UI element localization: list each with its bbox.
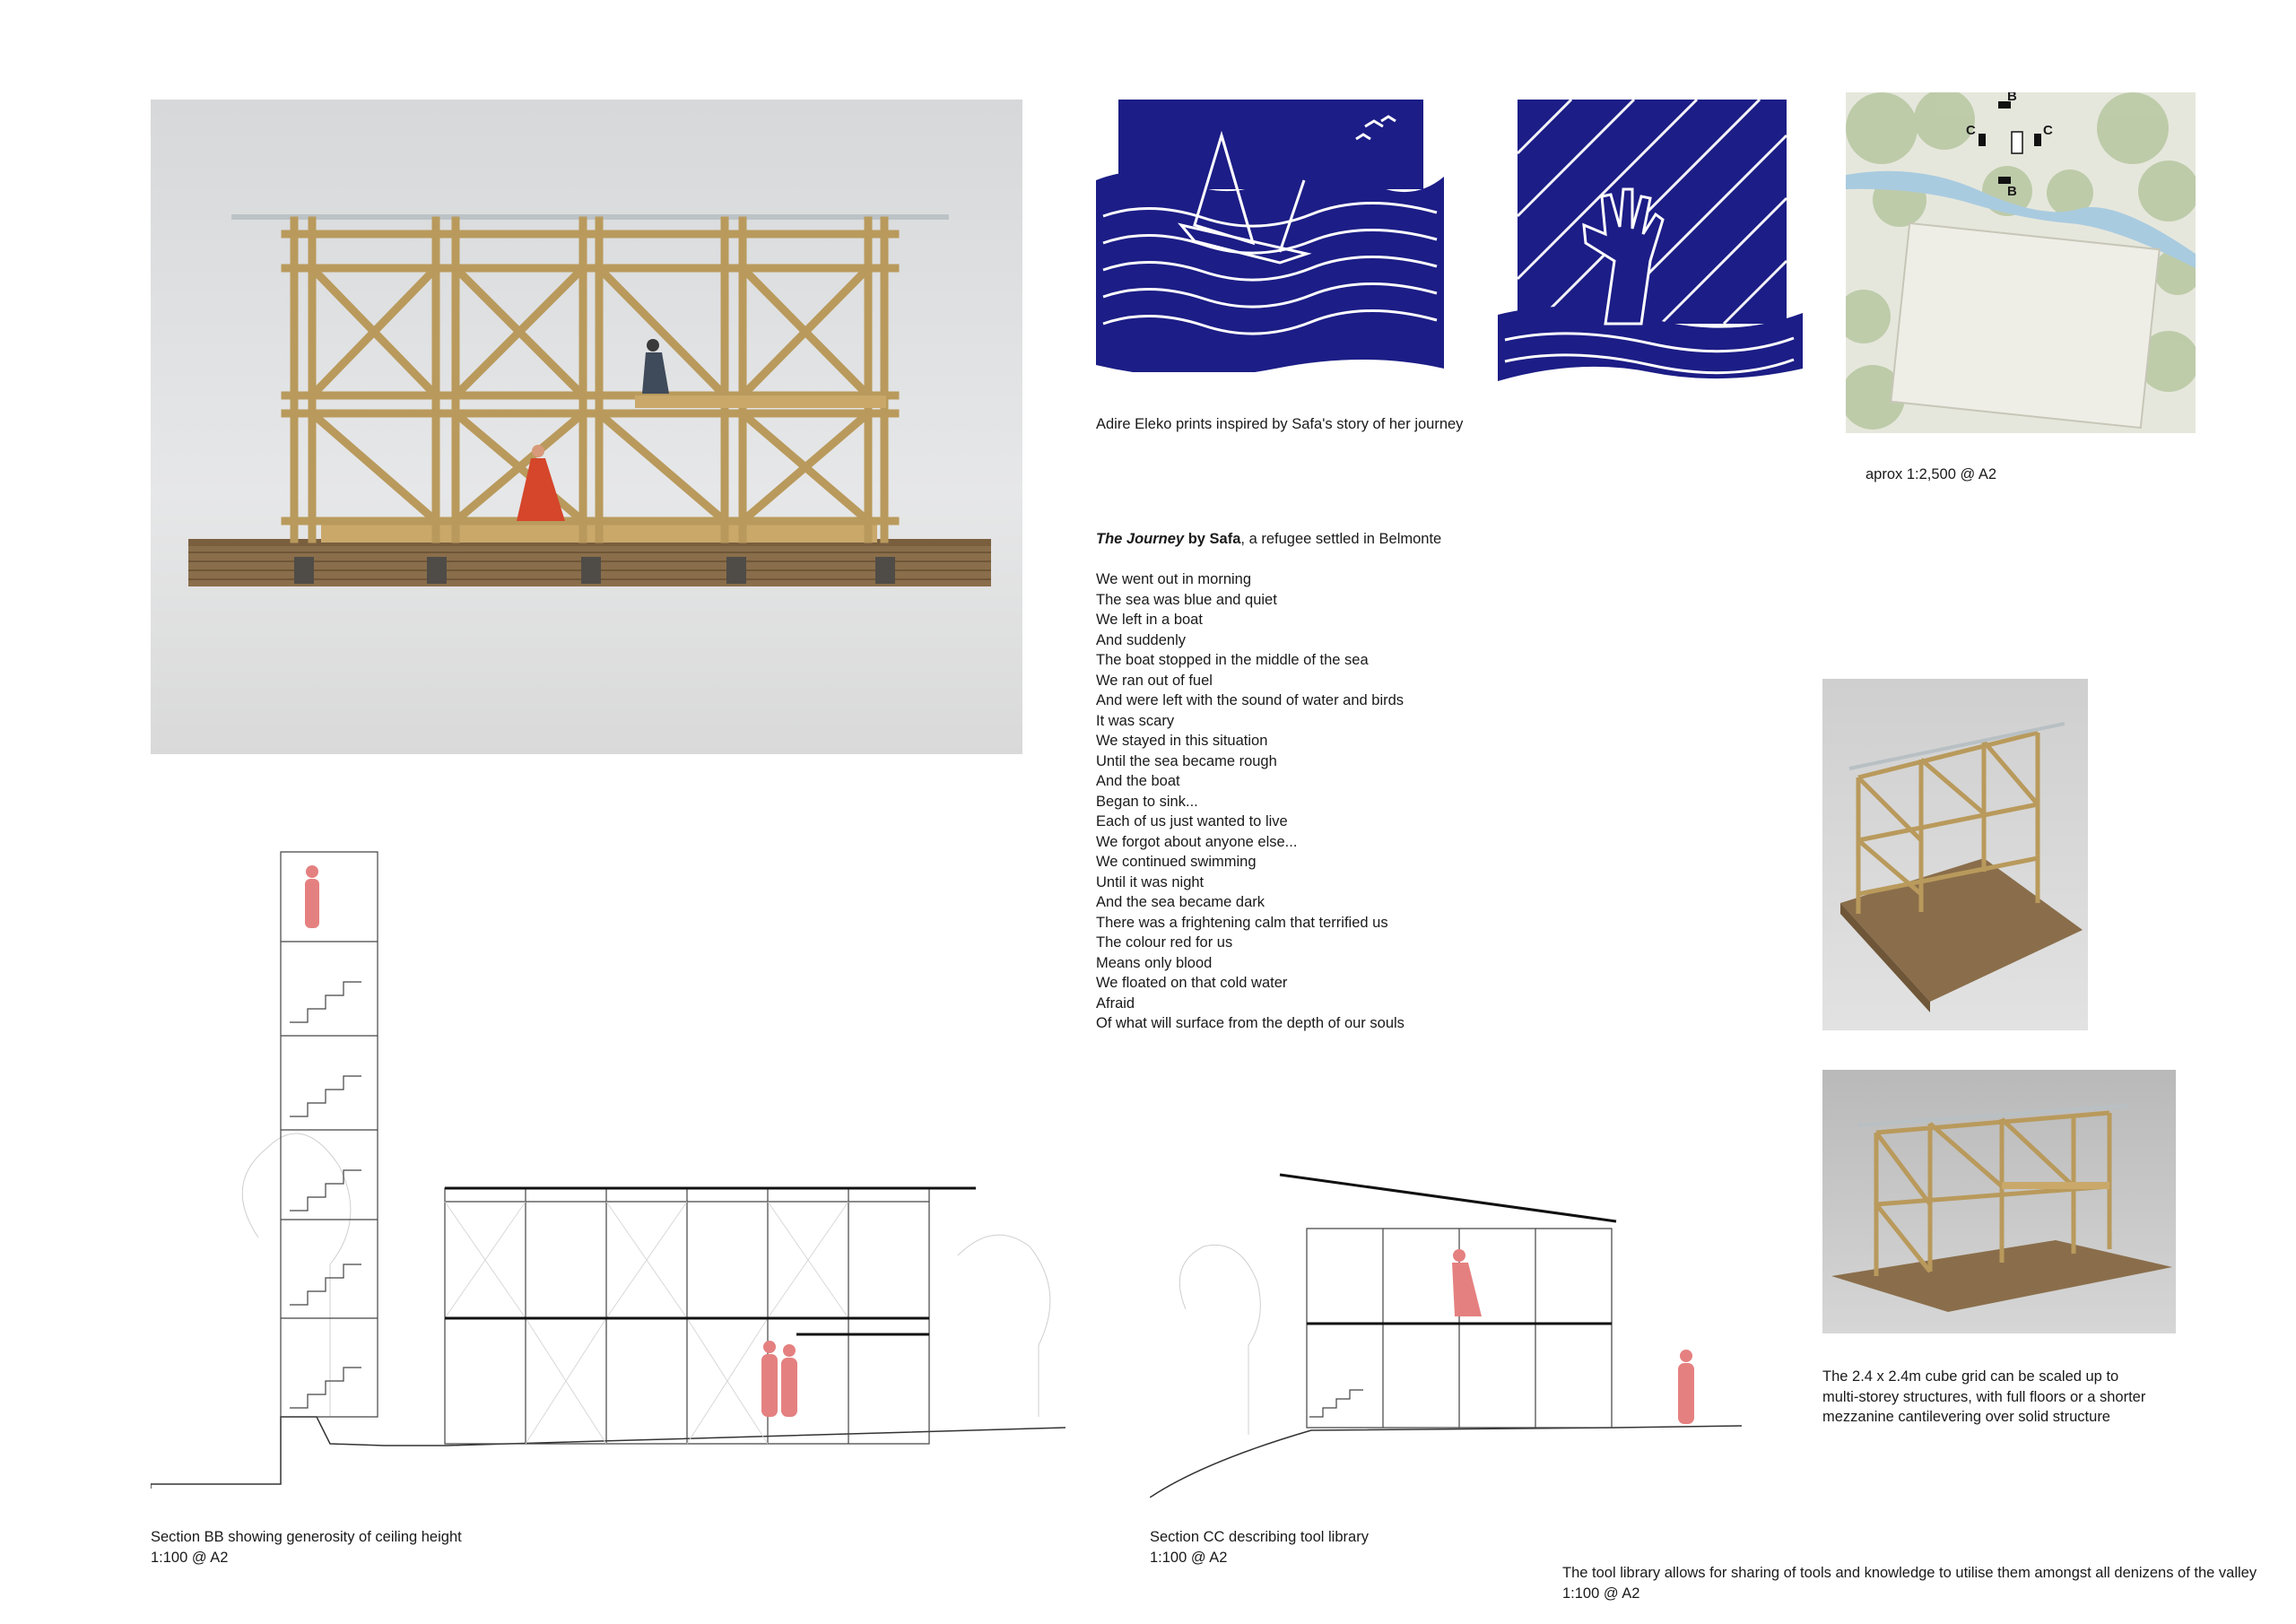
poem-block <box>1096 529 1724 1034</box>
poem-line: Means only blood <box>1096 954 1213 971</box>
poem-line: And the sea became dark <box>1096 894 1265 910</box>
poem-line: We left in a boat <box>1096 612 1203 628</box>
poem-line: The colour red for us <box>1096 934 1233 951</box>
hand-print <box>1498 100 1803 386</box>
site-map-caption: aprox 1:2,500 @ A2 <box>1866 466 1997 482</box>
section-figures-ground-floor <box>761 1341 797 1417</box>
poem-line: And suddenly <box>1096 631 1186 648</box>
tool-library-caption <box>1562 1563 2257 1603</box>
poem-line: We went out in morning <box>1096 571 1252 587</box>
section-bb-caption-line1: Section BB showing generosity of ceiling height <box>151 1529 462 1545</box>
poem-line: We stayed in this situation <box>1096 733 1268 749</box>
poem-line: And were left with the sound of water and birds <box>1096 692 1405 708</box>
tool-library-caption-line2: 1:100 @ A2 <box>1562 1585 1640 1602</box>
boat-print <box>1096 100 1444 372</box>
poem-line: Each of us just wanted to live <box>1096 813 1288 829</box>
section-cc-caption-line2: 1:100 @ A2 <box>1150 1549 1228 1566</box>
poem-line: We floated on that cold water <box>1096 975 1288 991</box>
prints-caption: Adire Eleko prints inspired by Safa's story of her journey <box>1096 416 1464 432</box>
poem-author: Safa <box>1209 531 1241 547</box>
marker-b-bottom: B <box>2007 184 2017 199</box>
section-bb-caption-line2: 1:100 @ A2 <box>151 1549 229 1566</box>
marker-b-top: B <box>2007 92 2017 104</box>
caption-line: mezzanine cantilevering over solid structure <box>1822 1409 2110 1425</box>
poem-heading <box>1096 529 1724 550</box>
section-bb-caption <box>151 1527 462 1568</box>
poem-line: We ran out of fuel <box>1096 672 1213 689</box>
poem-line: Until it was night <box>1096 873 1205 890</box>
model-figure-mezzanine <box>642 339 669 394</box>
poem-line: The sea was blue and quiet <box>1096 591 1277 608</box>
model-figure-red-dress <box>517 445 565 521</box>
section-figure-upper <box>1452 1249 1482 1316</box>
poem-title: The Journey <box>1096 531 1185 547</box>
section-cc-drawing <box>1150 1166 1751 1498</box>
caption-line: The 2.4 x 2.4m cube grid can be scaled up to <box>1822 1368 2119 1385</box>
poem-line: Of what will surface from the depth of our souls <box>1096 1015 1405 1031</box>
section-figure-walking <box>1678 1350 1694 1424</box>
caption-line: multi-storey structures, with full floors or a shorter <box>1822 1388 2146 1405</box>
poem-line: It was scary <box>1096 712 1175 729</box>
poem-line: There was a frightening calm that terrified us <box>1096 914 1388 931</box>
poem-line: We continued swimming <box>1096 854 1257 870</box>
model-photos-caption <box>1822 1367 2145 1428</box>
model-photo-perspective <box>1822 679 2088 1030</box>
poem-line: Afraid <box>1096 994 1135 1012</box>
poem-by: by <box>1184 531 1210 547</box>
poem-line: We forgot about anyone else... <box>1096 833 1298 850</box>
section-bb-drawing <box>151 843 1079 1489</box>
section-cc-caption <box>1150 1527 1369 1568</box>
section-figure-tower <box>305 865 319 928</box>
poem-subtitle: , a refugee settled in Belmonte <box>1240 531 1442 547</box>
model-photo-mezzanine <box>1822 1070 2176 1333</box>
site-map <box>1846 92 2196 433</box>
poem-line: Until the sea became rough <box>1096 752 1277 769</box>
poem-lines <box>1096 569 1724 1034</box>
poem-line: The boat stopped in the middle of the sea <box>1096 652 1369 668</box>
main-model-photo <box>151 100 1022 754</box>
tool-library-caption-line1: The tool library allows for sharing of tools and knowledge to utilise them amongst all denizens of the valley <box>1562 1565 2257 1581</box>
poem-line: Began to sink... <box>1096 793 1198 810</box>
marker-c-left: C <box>1966 123 1976 138</box>
poem-line: And the boat <box>1096 773 1180 789</box>
marker-c-right: C <box>2043 123 2053 138</box>
section-cc-caption-line1: Section CC describing tool library <box>1150 1529 1369 1545</box>
